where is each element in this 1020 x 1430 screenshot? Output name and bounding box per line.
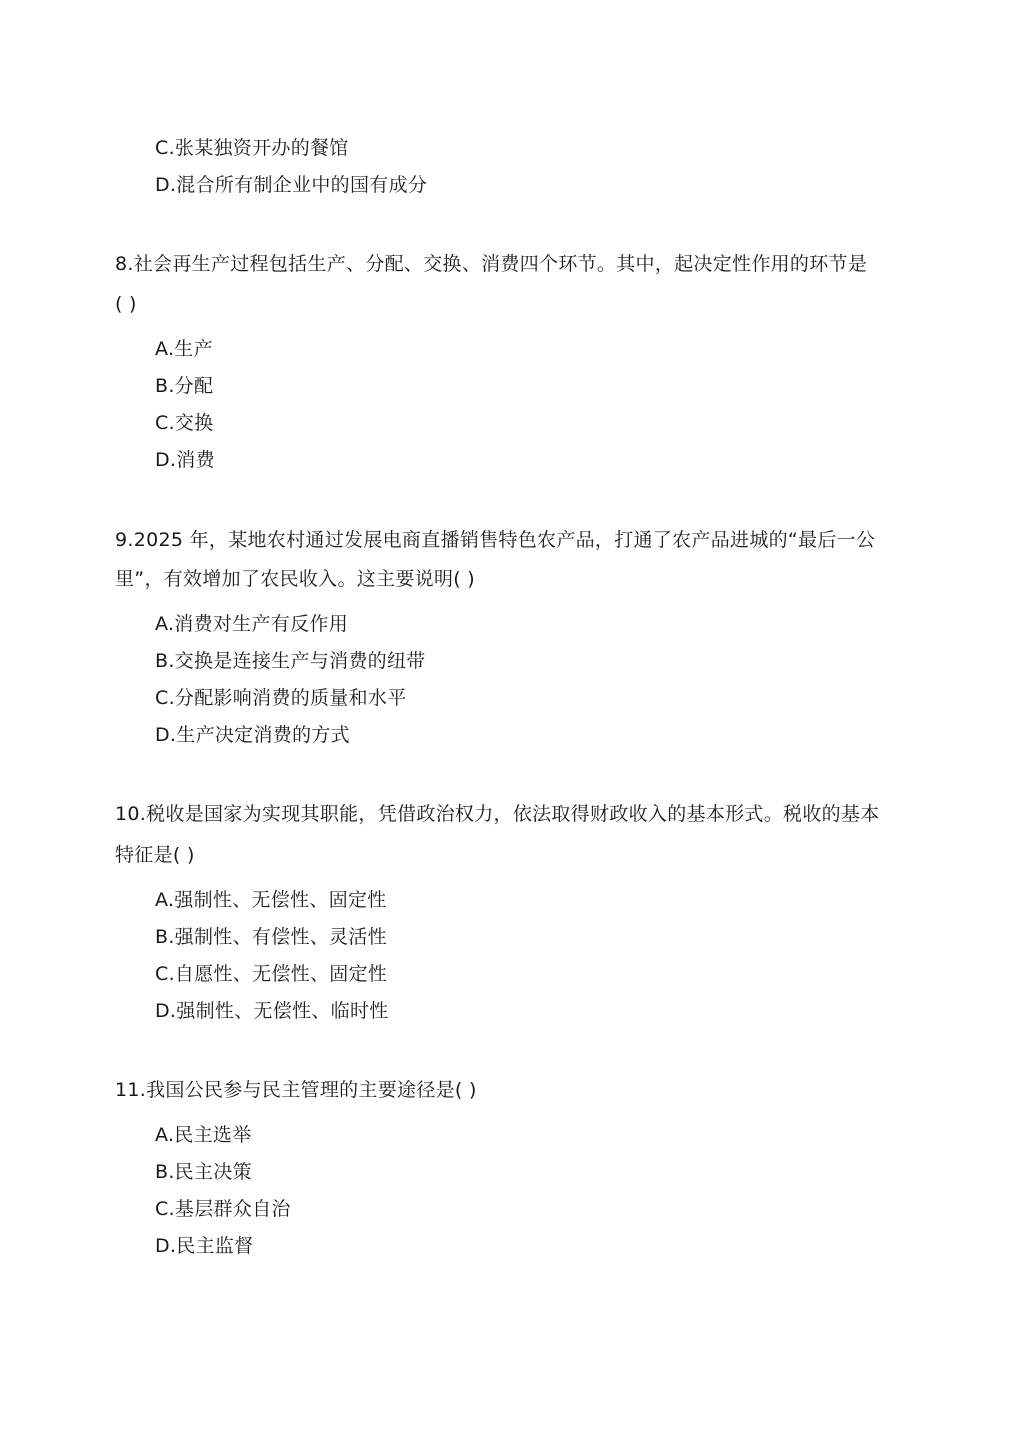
q9-option-b: B.交换是连接生产与消费的纽带 — [155, 650, 426, 672]
q9-option-d: D.生产决定消费的方式 — [155, 724, 350, 746]
q10-stem-line-2: 特征是( ) — [115, 844, 195, 866]
q8-stem-line-1: 8.社会再生产过程包括生产、分配、交换、消费四个环节。其中，起决定性作用的环节是 — [115, 253, 868, 275]
q11-option-b: B.民主决策 — [155, 1161, 252, 1183]
q9-stem-line-1: 9.2025 年，某地农村通过发展电商直播销售特色农产品，打通了农产品进城的“最后一公 — [115, 529, 876, 551]
q10-option-c: C.自愿性、无偿性、固定性 — [155, 963, 388, 985]
q9-option-c: C.分配影响消费的质量和水平 — [155, 687, 407, 709]
q9-option-a: A.消费对生产有反作用 — [155, 613, 349, 635]
q7-option-d: D.混合所有制企业中的国有成分 — [155, 174, 428, 196]
q11-option-c: C.基层群众自治 — [155, 1198, 291, 1220]
q10-stem-line-1: 10.税收是国家为实现其职能，凭借政治权力，依法取得财政收入的基本形式。税收的基本 — [115, 803, 880, 825]
q8-option-c: C.交换 — [155, 412, 214, 434]
q8-option-d: D.消费 — [155, 449, 215, 471]
q8-option-a: A.生产 — [155, 338, 213, 360]
q11-option-a: A.民主选举 — [155, 1124, 252, 1146]
q10-option-b: B.强制性、有偿性、灵活性 — [155, 926, 387, 948]
q7-option-c: C.张某独资开办的餐馆 — [155, 137, 349, 159]
q10-option-d: D.强制性、无偿性、临时性 — [155, 1000, 389, 1022]
q11-stem-line-1: 11.我国公民参与民主管理的主要途径是( ) — [115, 1079, 477, 1101]
q8-stem-line-2: ( ) — [115, 293, 137, 315]
q10-option-a: A.强制性、无偿性、固定性 — [155, 889, 387, 911]
q8-option-b: B.分配 — [155, 375, 214, 397]
q11-option-d: D.民主监督 — [155, 1235, 254, 1257]
q9-stem-line-2: 里”，有效增加了农民收入。这主要说明( ) — [115, 568, 476, 590]
